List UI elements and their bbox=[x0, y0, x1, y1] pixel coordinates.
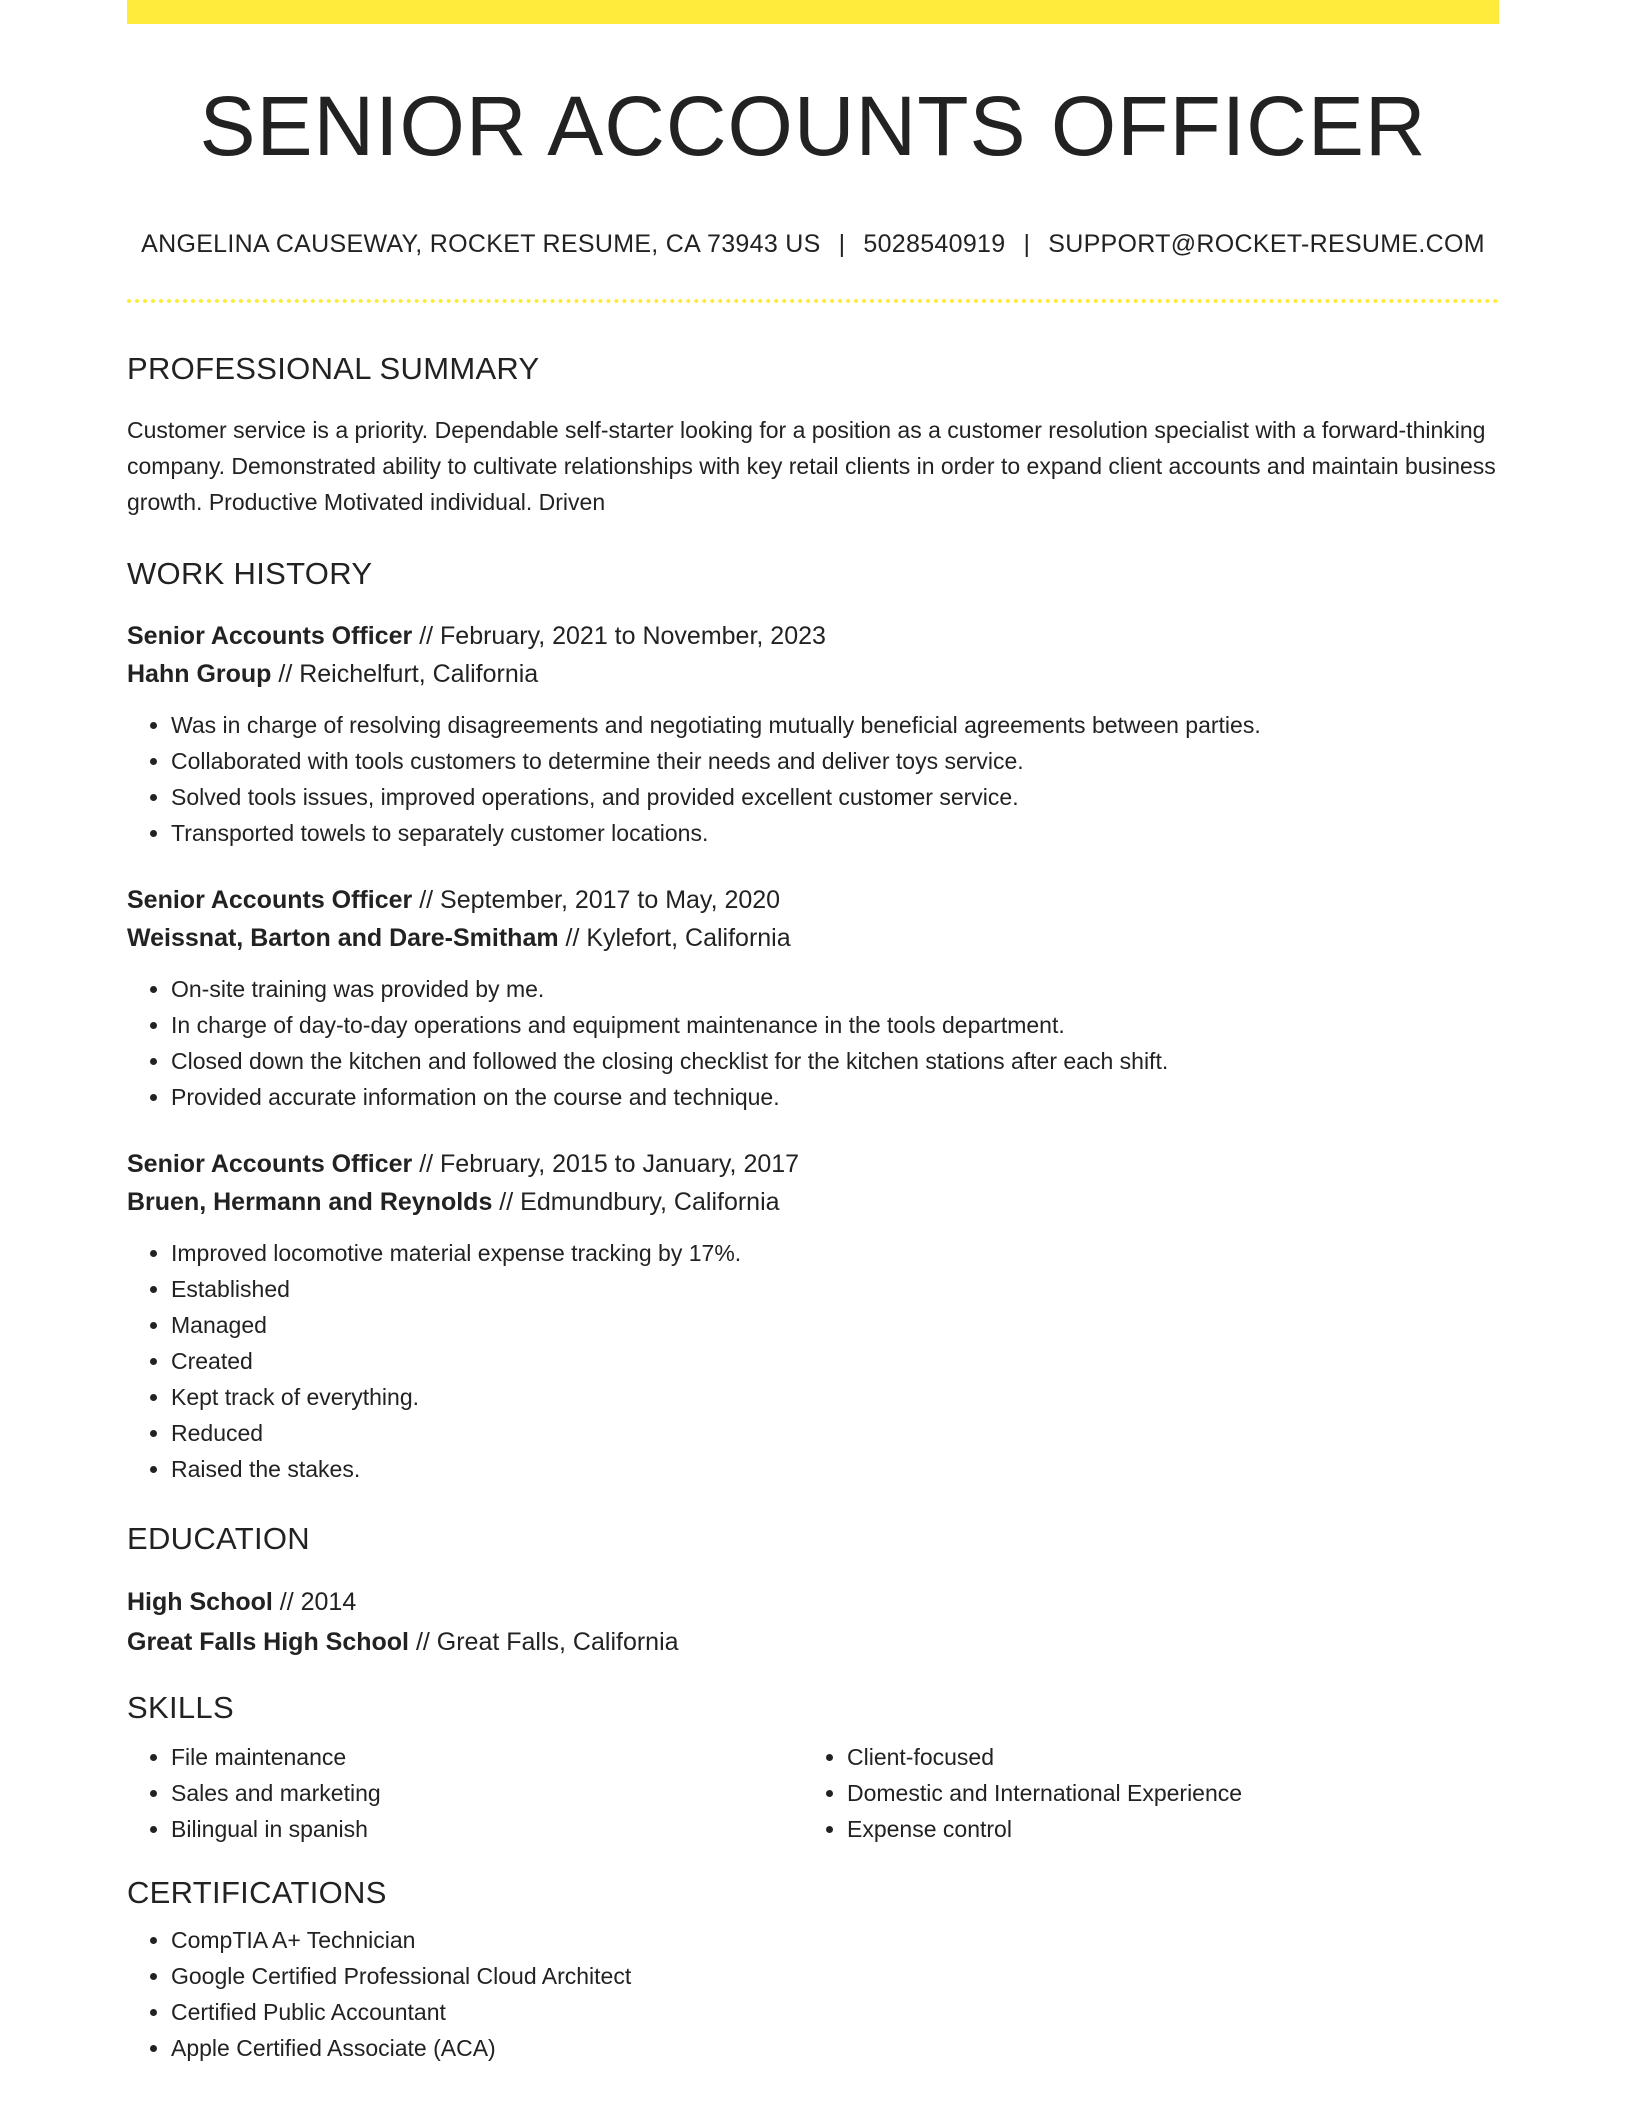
resume-title: SENIOR ACCOUNTS OFFICER bbox=[199, 79, 1427, 173]
list-item: • On-site training was provided by me. bbox=[171, 971, 1499, 1007]
job-location: // Edmundbury, California bbox=[492, 1188, 780, 1216]
accent-top-bar bbox=[127, 0, 1499, 24]
job-title-line bbox=[127, 617, 1499, 655]
skills-grid bbox=[127, 1739, 1499, 1847]
list-item: • Transported towels to separately customer locations. bbox=[171, 815, 1499, 851]
contact-separator: | bbox=[838, 230, 846, 258]
certification-item: • Google Certified Professional Cloud Architect bbox=[171, 1958, 1499, 1994]
education-degree-line bbox=[127, 1582, 1499, 1622]
job-bullets bbox=[127, 1235, 1499, 1487]
skill-item: • Domestic and International Experience bbox=[847, 1775, 1479, 1811]
education-school: Great Falls High School bbox=[127, 1628, 409, 1656]
skills-list bbox=[127, 1739, 803, 1847]
list-item: • Established bbox=[171, 1271, 1499, 1307]
skill-item: • Bilingual in spanish bbox=[171, 1811, 803, 1847]
dotted-divider bbox=[127, 299, 1499, 303]
skills-column-right bbox=[803, 1739, 1479, 1847]
certifications-heading: CERTIFICATIONS bbox=[127, 1875, 387, 1910]
work-history-heading: WORK HISTORY bbox=[127, 556, 373, 591]
education-school-line bbox=[127, 1622, 1499, 1662]
skill-item: • Expense control bbox=[847, 1811, 1479, 1847]
job-title: Senior Accounts Officer bbox=[127, 886, 413, 914]
list-item: • Created bbox=[171, 1343, 1499, 1379]
certifications-list bbox=[127, 1922, 1499, 2066]
job-dates: // February, 2021 to November, 2023 bbox=[412, 622, 826, 650]
skill-item: • File maintenance bbox=[171, 1739, 803, 1775]
job-title: Senior Accounts Officer bbox=[127, 622, 413, 650]
job-dates: // February, 2015 to January, 2017 bbox=[412, 1150, 800, 1178]
job-company-line bbox=[127, 1183, 1499, 1221]
resume-page bbox=[127, 0, 1499, 2066]
contact-email: SUPPORT@ROCKET-RESUME.COM bbox=[1048, 230, 1485, 258]
education-location: // Great Falls, California bbox=[409, 1628, 679, 1656]
summary-heading: PROFESSIONAL SUMMARY bbox=[127, 351, 540, 386]
skills-list bbox=[803, 1739, 1479, 1847]
contact-phone: 5028540919 bbox=[863, 230, 1006, 258]
certification-item: • Apple Certified Associate (ACA) bbox=[171, 2030, 1499, 2066]
job-dates: // September, 2017 to May, 2020 bbox=[412, 886, 781, 914]
job-entry bbox=[127, 617, 1499, 851]
list-item: • Reduced bbox=[171, 1415, 1499, 1451]
education-heading: EDUCATION bbox=[127, 1521, 310, 1556]
list-item: • Improved locomotive material expense tracking by 17%. bbox=[171, 1235, 1499, 1271]
contact-separator: | bbox=[1023, 230, 1031, 258]
job-company-line bbox=[127, 655, 1499, 693]
list-item: • Kept track of everything. bbox=[171, 1379, 1499, 1415]
summary-text: Customer service is a priority. Dependable self-starter looking for a position as a customer resolution specialist with a forward-thinking company. Demonstrated ability to cultivate relationships with key retail clients in order to expand client accounts and maintain business growth. Productive Motivated individual. Driven bbox=[127, 417, 1496, 515]
skills-heading: SKILLS bbox=[127, 1690, 234, 1725]
education-year: // 2014 bbox=[272, 1588, 357, 1616]
job-company-line bbox=[127, 919, 1499, 957]
job-title: Senior Accounts Officer bbox=[127, 1150, 413, 1178]
list-item: • Collaborated with tools customers to determine their needs and deliver toys service. bbox=[171, 743, 1499, 779]
list-item: • Raised the stakes. bbox=[171, 1451, 1499, 1487]
job-company: Bruen, Hermann and Reynolds bbox=[127, 1188, 493, 1216]
education-degree: High School bbox=[127, 1588, 273, 1616]
skill-item: • Sales and marketing bbox=[171, 1775, 803, 1811]
job-title-line bbox=[127, 1145, 1499, 1183]
skills-column-left bbox=[127, 1739, 803, 1847]
job-entry bbox=[127, 881, 1499, 1115]
job-bullets bbox=[127, 707, 1499, 851]
job-location: // Kylefort, California bbox=[558, 924, 791, 952]
job-company: Weissnat, Barton and Dare-Smitham bbox=[127, 924, 559, 952]
contact-address: ANGELINA CAUSEWAY, ROCKET RESUME, CA 73943 US bbox=[141, 230, 821, 258]
job-location: // Reichelfurt, California bbox=[271, 660, 539, 688]
job-entry bbox=[127, 1145, 1499, 1487]
skill-item: • Client-focused bbox=[847, 1739, 1479, 1775]
list-item: • Managed bbox=[171, 1307, 1499, 1343]
certification-item: • Certified Public Accountant bbox=[171, 1994, 1499, 2030]
list-item: • Closed down the kitchen and followed the closing checklist for the kitchen stations after each shift. bbox=[171, 1043, 1499, 1079]
certification-item: • CompTIA A+ Technician bbox=[171, 1922, 1499, 1958]
list-item: • Was in charge of resolving disagreements and negotiating mutually beneficial agreements between parties. bbox=[171, 707, 1499, 743]
contact-line bbox=[127, 230, 1499, 259]
job-title-line bbox=[127, 881, 1499, 919]
list-item: • Provided accurate information on the course and technique. bbox=[171, 1079, 1499, 1115]
list-item: • In charge of day-to-day operations and equipment maintenance in the tools department. bbox=[171, 1007, 1499, 1043]
job-company: Hahn Group bbox=[127, 660, 272, 688]
job-bullets bbox=[127, 971, 1499, 1115]
list-item: • Solved tools issues, improved operations, and provided excellent customer service. bbox=[171, 779, 1499, 815]
education-entry bbox=[127, 1582, 1499, 1662]
